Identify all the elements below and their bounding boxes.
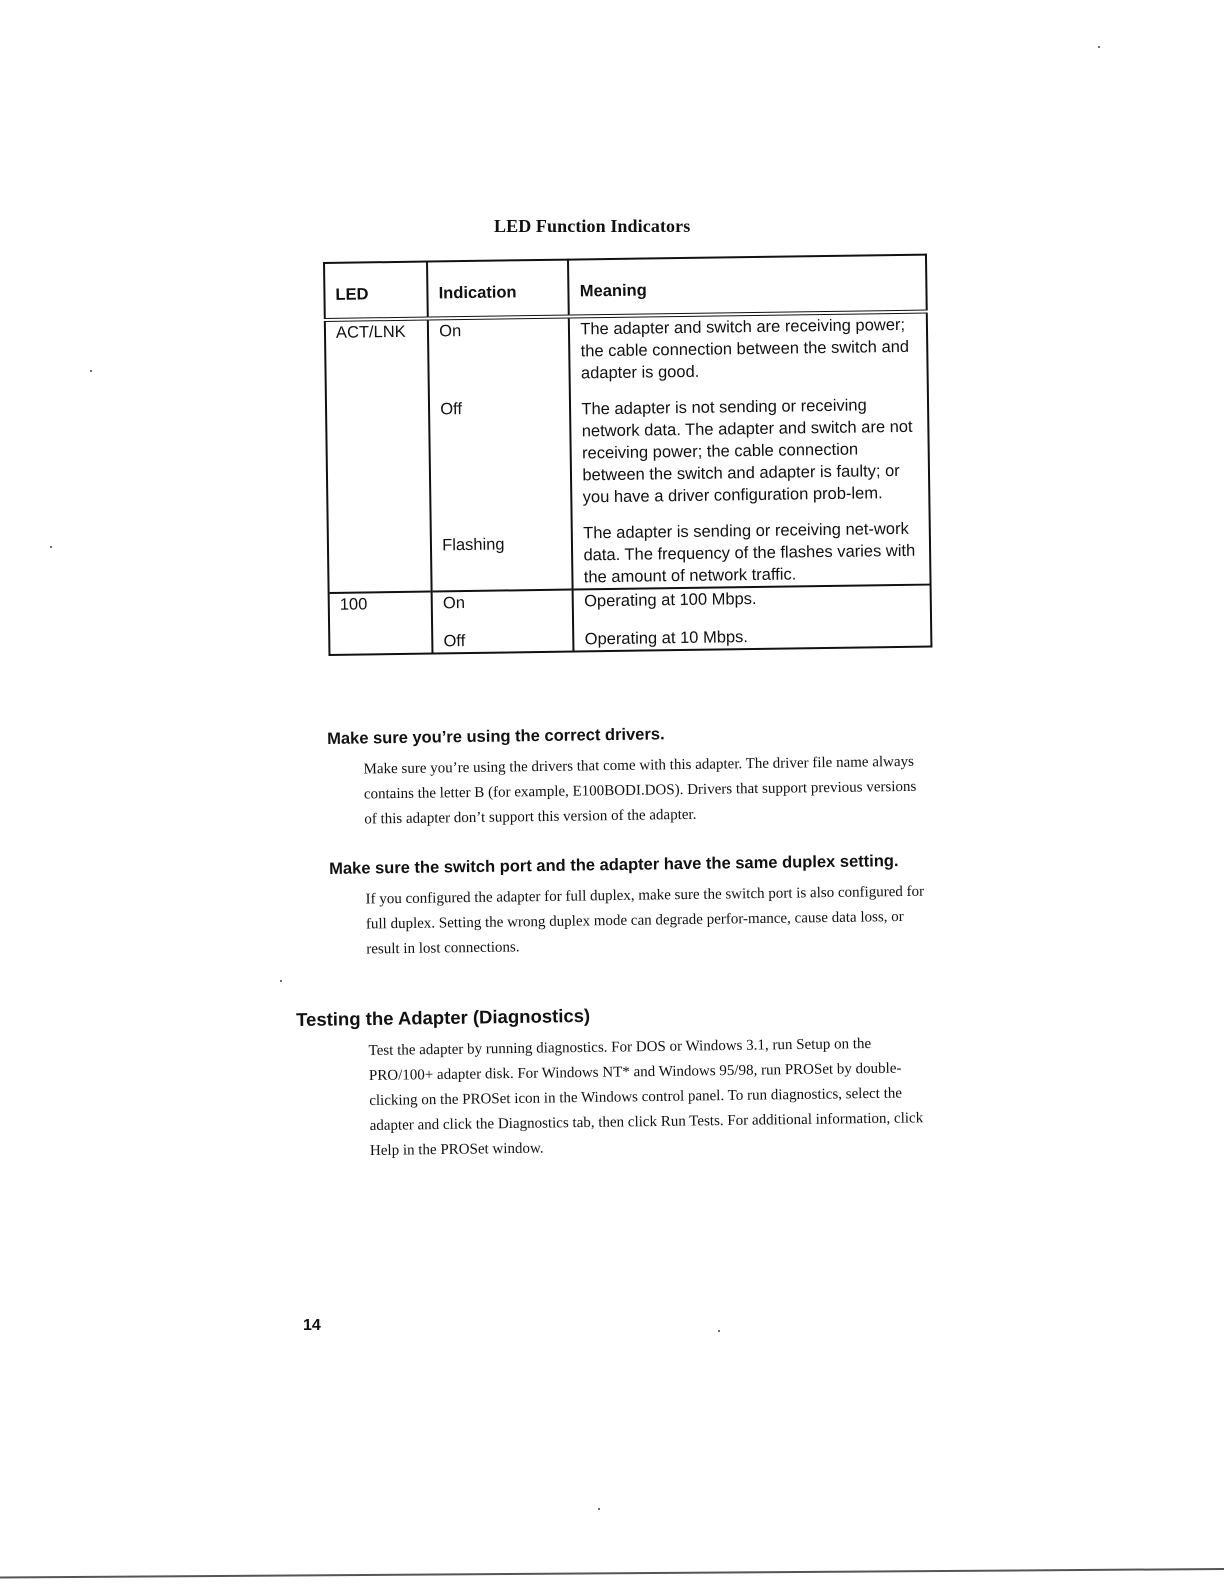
indication-value: On — [442, 594, 466, 613]
section-heading: Testing the Adapter (Diagnostics) — [296, 1004, 591, 1030]
indication-value: On — [439, 322, 462, 341]
meaning-cell — [573, 585, 931, 652]
header-indication: Indication — [427, 260, 569, 319]
led-name-cell: ACT/LNK — [325, 319, 432, 593]
meaning-text: The adapter is not sending or receiving network data. The adapter and switch are not receiving power; the cable connection between the switch and adapter is faulty; or you have a driver configuration prob-lem. — [581, 396, 913, 507]
header-meaning: Meaning — [568, 255, 926, 317]
header-led: LED — [324, 262, 428, 320]
indication-value: Flashing — [442, 535, 505, 555]
section-testing — [296, 999, 938, 1165]
table-row-act-lnk — [325, 312, 931, 593]
table-header-row — [324, 255, 927, 320]
indication-value: Off — [440, 400, 463, 419]
meaning-text: Operating at 10 Mbps. — [584, 628, 749, 649]
meaning-text: Operating at 100 Mbps. — [584, 589, 757, 611]
led-name-cell: 100 — [329, 592, 433, 655]
indication-value: Off — [443, 632, 466, 651]
meaning-text: The adapter and switch are receiving power; the cable connection between the switch and adapter is good. — [580, 315, 910, 383]
section-drivers — [327, 720, 928, 833]
section-duplex — [329, 850, 930, 963]
section-heading: Make sure the switch port and the adapter have the same duplex setting. — [329, 852, 899, 878]
meaning-cell — [569, 312, 930, 590]
scan-speck — [90, 370, 92, 372]
indication-cell — [428, 317, 573, 592]
page-number: 14 — [303, 1317, 321, 1334]
scan-speck — [1098, 46, 1100, 48]
indication-cell — [432, 590, 574, 654]
led-function-table — [323, 254, 932, 656]
section-heading: Make sure you’re using the correct drivers. — [327, 725, 665, 748]
section-body: Make sure you’re using the drivers that come with this adapter. The driver file name always contains the letter B (for example, E100BODI.DOS). Drivers that support previous versions of this adapter don’t support this version of the adapter. — [363, 753, 917, 828]
scan-speck — [50, 546, 52, 548]
bottom-scan-edge — [0, 1568, 1224, 1579]
scan-speck — [598, 1508, 600, 1510]
section-body: Test the adapter by running diagnostics. For DOS or Windows 3.1, run Setup on the PRO/100+ adapter disk. For Windows NT* and Windows 95/98, run PROSet by double-clicking on the PROSet icon in the Windows control panel. To run diagnostics, select the adapter and click the Diagnostics tab, then click Run Tests. For additional information, click Help in the PROSet window. — [368, 1035, 924, 1159]
scan-speck — [718, 1330, 720, 1332]
table-row-100 — [329, 585, 932, 655]
meaning-text: The adapter is sending or receiving net-work data. The frequency of the flashes varies with the amount of network traffic. — [583, 519, 916, 587]
table-title: LED Function Indicators — [494, 216, 691, 236]
section-body: If you configured the adapter for full duplex, make sure the switch port is also configured for full duplex. Setting the wrong duplex mode can degrade perfor-mance, cause data loss, or result in lost connections. — [365, 883, 925, 958]
scan-speck — [280, 980, 282, 982]
